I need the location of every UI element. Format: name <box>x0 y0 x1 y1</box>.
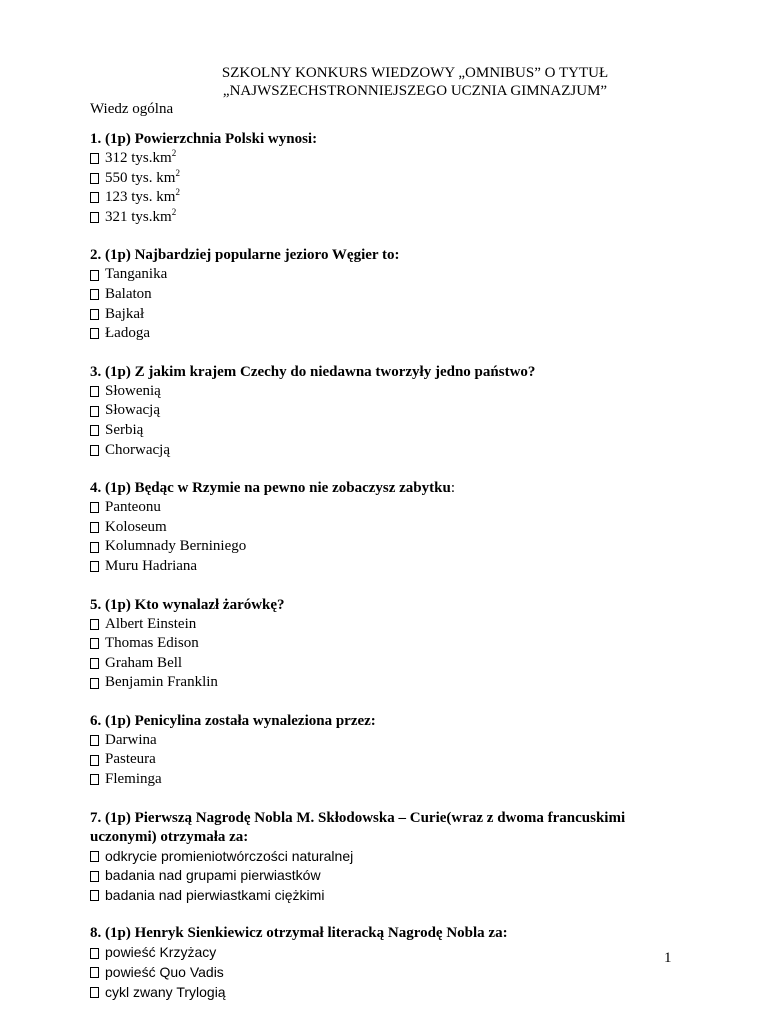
checkbox-icon[interactable] <box>90 658 99 669</box>
question-6 <box>90 712 710 790</box>
checkbox-icon[interactable] <box>90 851 99 862</box>
option-label: Graham Bell <box>105 654 183 671</box>
checkbox-icon[interactable] <box>90 987 99 998</box>
checkbox-icon[interactable] <box>90 386 99 397</box>
option-label: Benjamin Franklin <box>105 674 218 691</box>
option-label: powieść Quo Vadis <box>105 964 224 981</box>
question-text: 2. (1p) Najbardziej popularne jezioro Węgier to: <box>90 247 400 264</box>
checkbox-icon[interactable] <box>90 871 99 882</box>
option-label: Muru Hadriana <box>105 557 198 574</box>
question-text: 7. (1p) Pierwszą Nagrodę Nobla M. Skłodowska – Curie(wraz z dwoma francuskimi <box>90 809 626 826</box>
option-label: Balaton <box>105 285 152 302</box>
answer-option[interactable] <box>90 847 710 867</box>
checkbox-icon[interactable] <box>90 638 99 649</box>
option-label: Tanganika <box>105 266 168 283</box>
answer-option[interactable] <box>90 441 710 461</box>
answer-option[interactable] <box>90 770 710 790</box>
checkbox-icon[interactable] <box>90 678 99 689</box>
answer-option[interactable] <box>90 654 710 674</box>
document-header <box>90 64 700 119</box>
answer-option[interactable] <box>90 305 710 325</box>
question-5 <box>90 596 710 693</box>
option-label: Chorwacją <box>105 441 170 458</box>
checkbox-icon[interactable] <box>90 774 99 785</box>
option-label: cykl zwany Trylogią <box>105 983 226 1000</box>
question-8 <box>90 924 710 1002</box>
subtitle: Wiedz ogólna <box>90 101 174 117</box>
question-4 <box>90 479 710 576</box>
option-label: 550 tys. $km^2$ <box>105 167 180 186</box>
page-number: 1 <box>664 950 672 966</box>
answer-option[interactable] <box>90 731 710 751</box>
option-label: Bajkał <box>105 305 145 322</box>
option-label: 321 $tys.km^2$ <box>105 206 177 225</box>
answer-option[interactable] <box>90 324 710 344</box>
answer-option[interactable] <box>90 149 710 169</box>
checkbox-icon[interactable] <box>90 270 99 281</box>
option-label: Serbią <box>105 421 144 438</box>
option-label: badania nad grupami pierwiastków <box>105 867 321 884</box>
option-label: Fleminga <box>105 771 162 788</box>
option-label: Ładoga <box>105 325 150 342</box>
answer-option[interactable] <box>90 886 710 906</box>
answer-option[interactable] <box>90 615 710 635</box>
answer-option[interactable] <box>90 188 710 208</box>
checkbox-icon[interactable] <box>90 561 99 572</box>
checkbox-icon[interactable] <box>90 948 99 959</box>
answer-option[interactable] <box>90 401 710 421</box>
answer-option[interactable] <box>90 673 710 693</box>
question-1 <box>90 130 710 227</box>
title-line-1: SZKOLNY KONKURS WIEDZOWY „OMNIBUS” O TYTUŁ <box>221 65 609 81</box>
checkbox-icon[interactable] <box>90 890 99 901</box>
question-text-continued: uczonymi) otrzymała za: <box>90 828 249 845</box>
answer-option[interactable] <box>90 265 710 285</box>
checkbox-icon[interactable] <box>90 542 99 553</box>
question-text: 6. (1p) Penicylina została wynaleziona przez: <box>90 712 376 729</box>
checkbox-icon[interactable] <box>90 502 99 513</box>
question-text: 3. (1p) Z jakim krajem Czechy do niedawna tworzyły jedno państwo? <box>90 363 536 380</box>
answer-option[interactable] <box>90 518 710 538</box>
checkbox-icon[interactable] <box>90 173 99 184</box>
answer-option[interactable] <box>90 750 710 770</box>
answer-option[interactable] <box>90 983 710 1003</box>
answer-option[interactable] <box>90 557 710 577</box>
question-7 <box>90 809 710 906</box>
checkbox-icon[interactable] <box>90 522 99 533</box>
option-label: odkrycie promieniotwórczości naturalnej <box>105 847 354 864</box>
question-text: 1. (1p) Powierzchnia Polski wynosi: <box>90 131 318 147</box>
option-label: Panteonu <box>105 499 161 516</box>
checkbox-icon[interactable] <box>90 755 99 766</box>
answer-option[interactable] <box>90 498 710 518</box>
option-label: 123 tys. $km^2$ <box>105 187 180 206</box>
question-text: 4. (1p) Będąc w Rzymie na pewno nie zobaczysz zabytku: <box>90 480 455 497</box>
answer-option[interactable] <box>90 634 710 654</box>
answer-option[interactable] <box>90 943 710 963</box>
answer-option[interactable] <box>90 285 710 305</box>
answer-option[interactable] <box>90 537 710 557</box>
answer-option[interactable] <box>90 208 710 228</box>
question-text: 5. (1p) Kto wynalazł żarówkę? <box>90 596 285 613</box>
checkbox-icon[interactable] <box>90 619 99 630</box>
checkbox-icon[interactable] <box>90 445 99 456</box>
option-label: 312 $tys.km^2$ <box>105 148 177 166</box>
option-label: Słowenią <box>105 382 161 399</box>
title-line-2: „NAJWSZECHSTRONNIEJSZEGO UCZNIA GIMNAZJUM” <box>222 83 608 99</box>
option-label: Darwina <box>105 731 157 748</box>
option-label: Pasteura <box>105 751 156 768</box>
answer-option[interactable] <box>90 421 710 441</box>
question-3 <box>90 363 710 460</box>
option-label: Thomas Edison <box>105 635 199 652</box>
checkbox-icon[interactable] <box>90 289 99 300</box>
checkbox-icon[interactable] <box>90 192 99 203</box>
answer-option[interactable] <box>90 382 710 402</box>
option-label: powieść Krzyżacy <box>105 944 217 961</box>
option-label: Koloseum <box>105 518 167 535</box>
question-text: 8. (1p) Henryk Sienkiewicz otrzymał literacką Nagrodę Nobla za: <box>90 925 508 942</box>
answer-option[interactable] <box>90 866 710 886</box>
answer-option[interactable] <box>90 169 710 189</box>
checkbox-icon[interactable] <box>90 735 99 746</box>
answer-option[interactable] <box>90 963 710 983</box>
checkbox-icon[interactable] <box>90 406 99 417</box>
checkbox-icon[interactable] <box>90 425 99 436</box>
question-2 <box>90 246 710 343</box>
checkbox-icon[interactable] <box>90 212 99 223</box>
checkbox-icon[interactable] <box>90 153 99 164</box>
checkbox-icon[interactable] <box>90 309 99 320</box>
option-label: Słowacją <box>105 402 160 419</box>
option-label: Kolumnady Berniniego <box>105 538 247 555</box>
option-label: badania nad pierwiastkami ciężkimi <box>105 886 325 903</box>
checkbox-icon[interactable] <box>90 328 99 339</box>
option-label: Albert Einstein <box>105 615 197 632</box>
question-list <box>90 130 710 1021</box>
checkbox-icon[interactable] <box>90 967 99 978</box>
